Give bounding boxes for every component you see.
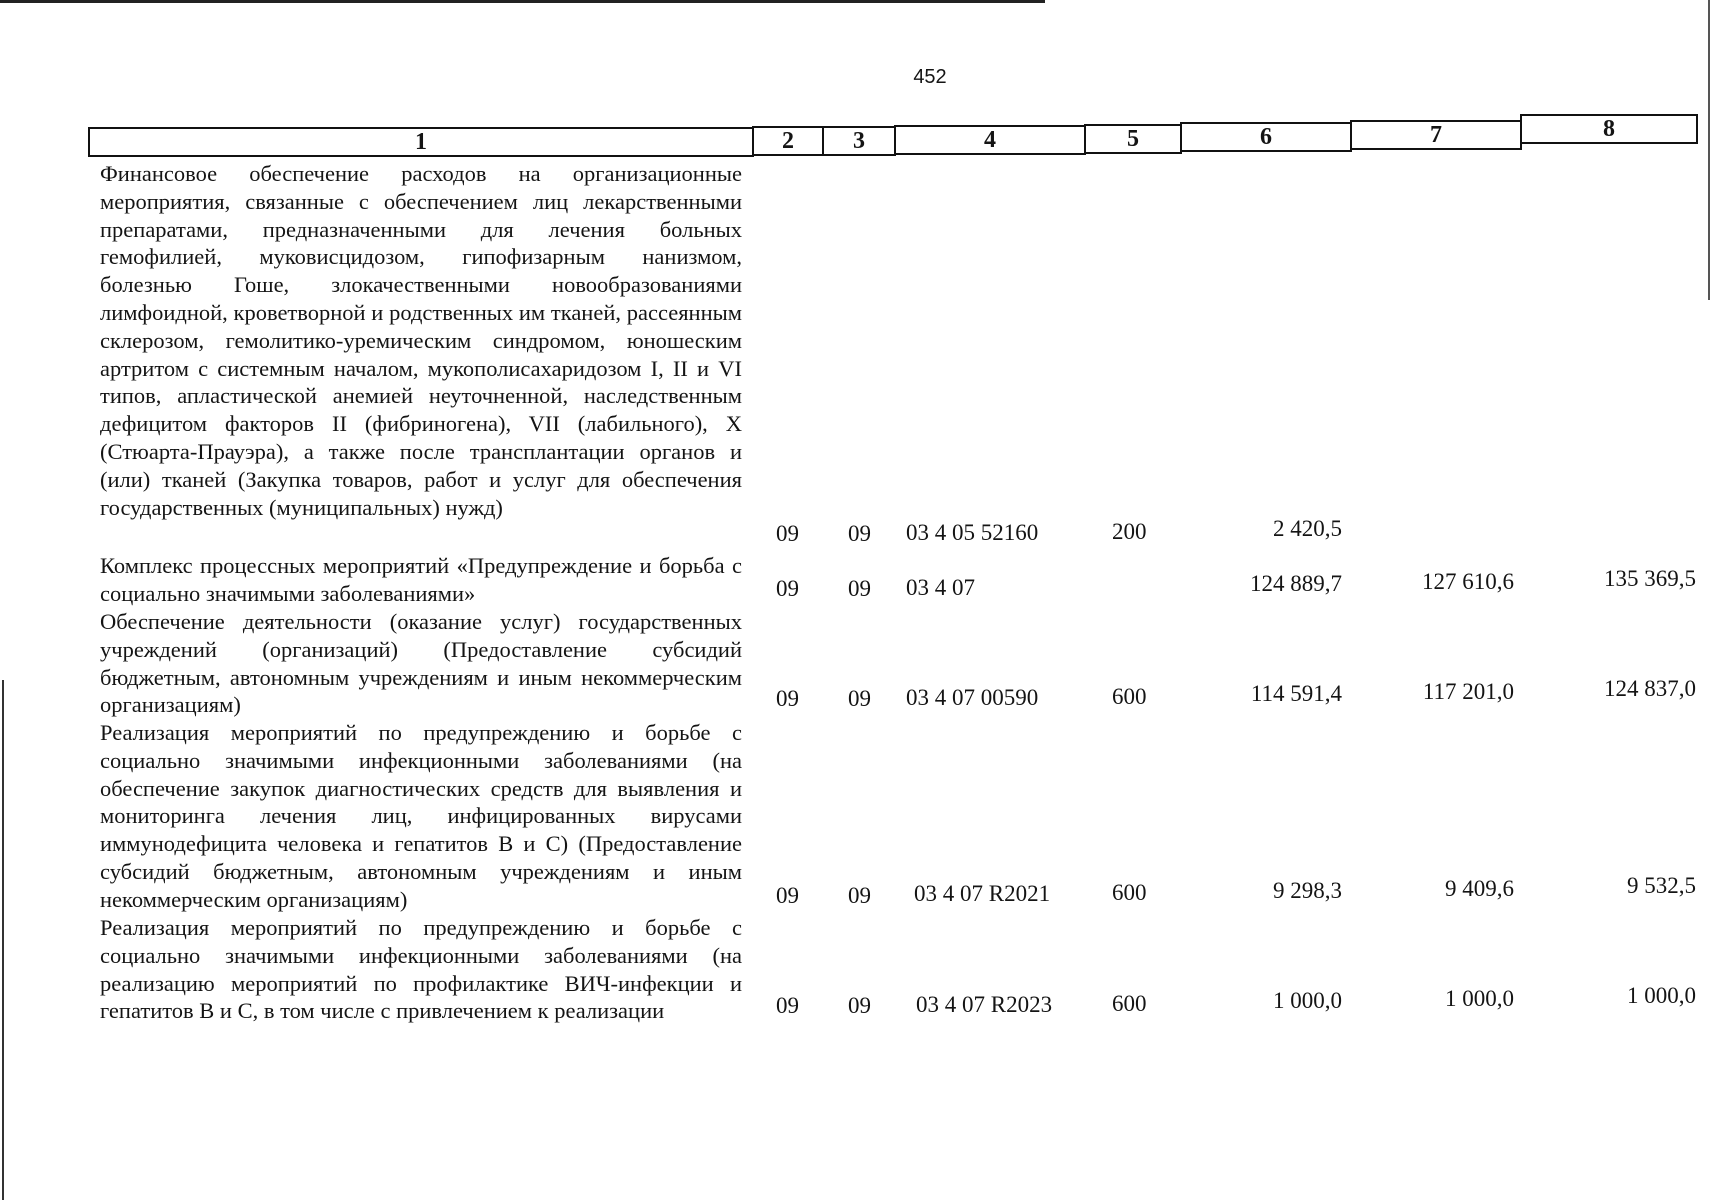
row-description: Обеспечение деятельности (оказание услуг) государственных учреждений (организаций) (Предоставление субсидий бюджетным, автономным учреждениям и иным некоммерческим организациям) <box>100 609 742 718</box>
right-border-line <box>1708 0 1710 300</box>
cell-amount-col6: 124 889,7 <box>1250 571 1342 596</box>
column-header-6: 6 <box>1180 122 1352 152</box>
cell-amount-col7: 1 000,0 <box>1445 986 1514 1011</box>
cell-target-article: 03 4 07 00590 <box>906 685 1039 710</box>
cell-amount-col6: 2 420,5 <box>1273 516 1342 541</box>
column-header-2: 2 <box>752 126 824 156</box>
row-description: Комплекс процессных мероприятий «Предупреждение и борьба с социально значимыми заболеваниями» <box>100 553 742 606</box>
column-header-5: 5 <box>1084 124 1182 154</box>
cell-section: 09 <box>776 576 799 601</box>
cell-section: 09 <box>776 993 799 1018</box>
cell-target-article: 03 4 07 <box>906 575 975 600</box>
cell-amount-col7: 127 610,6 <box>1422 569 1514 594</box>
cell-amount-col6: 114 591,4 <box>1250 681 1342 706</box>
column-header-1: 1 <box>88 127 754 157</box>
cell-section: 09 <box>776 521 799 546</box>
cell-expense-type: 200 <box>1112 519 1147 544</box>
cell-amount-col8: 135 369,5 <box>1604 566 1696 591</box>
left-border-line <box>2 680 4 1200</box>
cell-amount-col6: 9 298,3 <box>1273 878 1342 903</box>
cell-section: 09 <box>776 883 799 908</box>
column-header-8: 8 <box>1520 114 1698 144</box>
cell-subsection: 09 <box>848 993 871 1018</box>
column-header-4: 4 <box>894 125 1086 155</box>
cell-amount-col8: 9 532,5 <box>1627 873 1696 898</box>
cell-subsection: 09 <box>848 576 871 601</box>
cell-amount-col8: 1 000,0 <box>1627 983 1696 1008</box>
column-header-3: 3 <box>822 126 896 156</box>
page-number: 452 <box>913 66 947 88</box>
row-description: Финансовое обеспечение расходов на организационные мероприятия, связанные с обеспечением лиц лекарственными препаратами, предназначенными для лечения больных гемофилией, муковисцидозом, гипофизарным нанизмом, болезнью Гоше, злокачественными новообразованиями лимфоидной, кроветворной и родственных им тканей, рассеянным склерозом, гемолитико-уремическим синдромом, юношеским артритом с системным началом, мукополисахаридозом I, II и VI типов, апластической анемией неуточненной, наследственным дефицитом факторов II (фибриногена), VII (лабильного), X (Стюарта-Прауэра), а также после трансплантации органов и (или) тканей (Закупка товаров, работ и услуг для обеспечения государственных (муниципальных) нужд) <box>100 161 742 520</box>
cell-subsection: 09 <box>848 686 871 711</box>
cell-amount-col7: 117 201,0 <box>1422 679 1514 704</box>
row-description: Реализация мероприятий по предупреждению и борьбе с социально значимыми инфекционными заболеваниями (на обеспечение закупок диагностических средств для выявления и мониторинга лечения лиц, инфицированных вирусами иммунодефицита человека и гепатитов B и C) (Предоставление субсидий бюджетным, автономным учреждениям и иным некоммерческим организациям) <box>100 720 742 912</box>
cell-subsection: 09 <box>848 521 871 546</box>
cell-section: 09 <box>776 686 799 711</box>
cell-expense-type: 600 <box>1112 991 1147 1016</box>
cell-target-article: 03 4 07 R2023 <box>916 992 1053 1017</box>
top-border-line <box>0 0 1045 3</box>
cell-amount-col6: 1 000,0 <box>1273 988 1342 1013</box>
cell-amount-col7: 9 409,6 <box>1445 876 1514 901</box>
cell-expense-type: 600 <box>1112 880 1147 905</box>
cell-subsection: 09 <box>848 883 871 908</box>
column-header-7: 7 <box>1350 120 1522 150</box>
cell-target-article: 03 4 07 R2021 <box>914 881 1051 906</box>
cell-amount-col8: 124 837,0 <box>1604 676 1696 701</box>
row-description: Реализация мероприятий по предупреждению и борьбе с социально значимыми инфекционными заболеваниями (на реализацию мероприятий по профилактике ВИЧ-инфекции и гепатитов B и C, в том числе с привлечением к реализации <box>100 915 742 1024</box>
cell-expense-type: 600 <box>1112 684 1147 709</box>
cell-target-article: 03 4 05 52160 <box>906 520 1039 545</box>
